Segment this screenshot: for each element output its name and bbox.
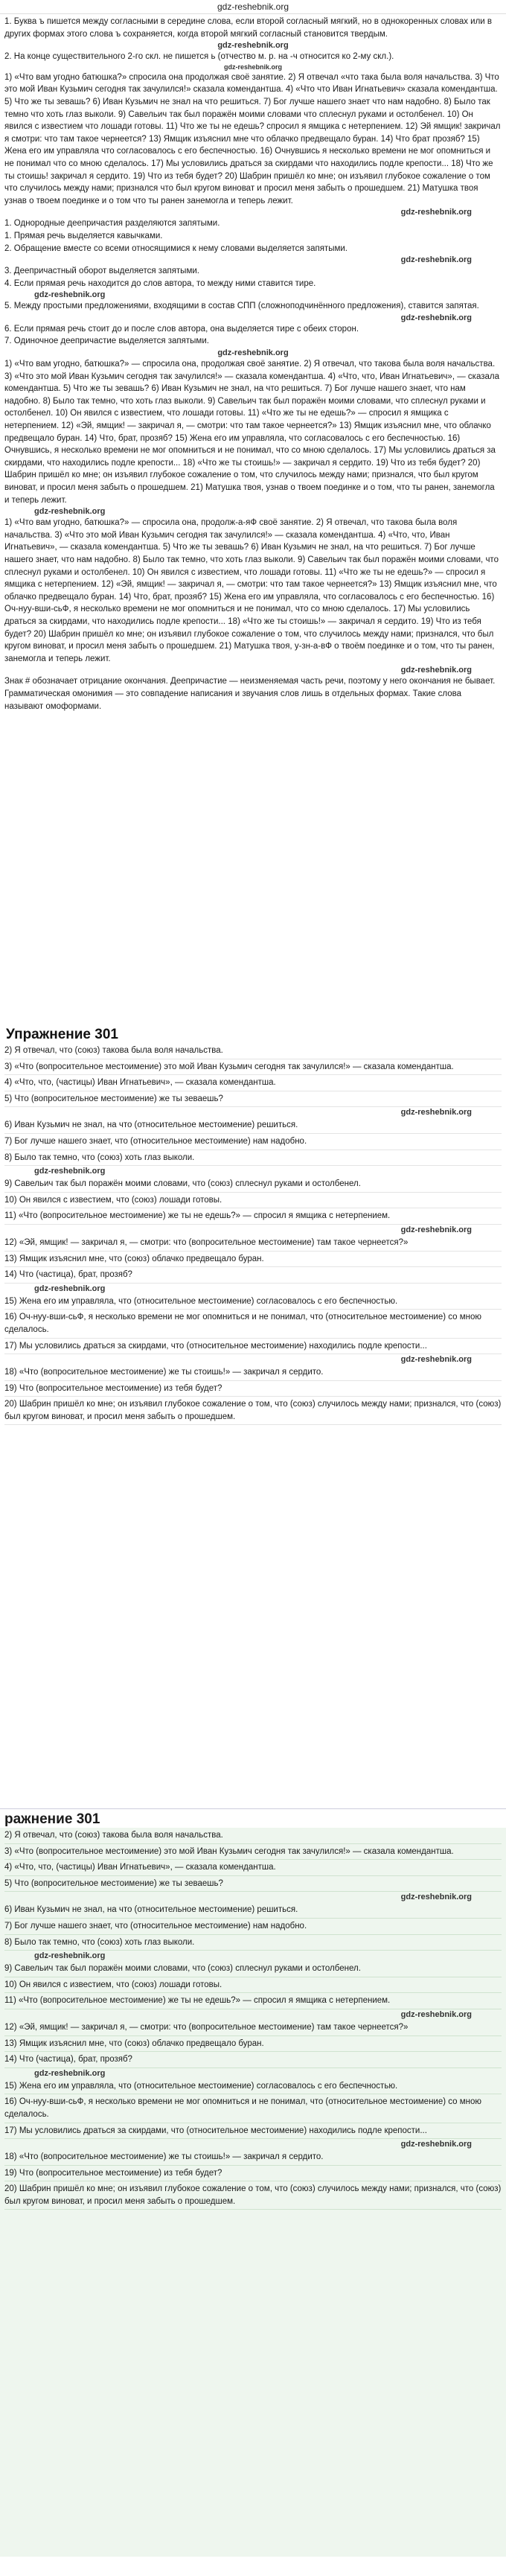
- paragraph: 2. На конце существительного 2-го скл. не пишется ь (отчество м. р. на -ч относится ко 2-му скл.).: [4, 52, 394, 62]
- list-item: 20) Шабрин пришёл ко мне; он изъявил глубокое сожаление о том, что (союз) случилось между нами; признался, что (союз) был кругом виноват, и просил меня забыть о прошедшем.: [4, 2181, 502, 2210]
- watermark: gdz-reshebnik.org: [217, 41, 289, 51]
- list-item: 12) «Эй, ямщик! — закричал я, — смотри: что (вопросительное местоимение) там такое чернеется?»: [4, 1235, 502, 1252]
- paragraph: 1) «Что вам угодно, батюшка?» — спросила она, продолж-а-яФ своё занятие. 2) Я отвечал, что такова была воля начальства. 3) «Что это мой Иван Кузьмич сегодня так зачулился!» — сказала комендантша. 4) «Что, что, Иван Игнатьевич», — сказала комендантша. 5) Что же ты зевашь? 6) Иван Кузьмич не знал, на что решиться. 7) Бог лучше нашего знает, что нам надобно. 8) Было так темно, что хоть глаз выколи. 9) Савельич так был поражён моими словами, что сплеснул руками и остолбенел. 10) Он явился с известием, что лошади готовы. 11) «Что же ты не едешь?» — спросил я ямщика с нетерпением. 12) «Эй, ямщик! — закричал я, — смотри: что там такое чернеется?» 13) Ямщик изъяснил мне, что облачко предвещало буран. 14) Что, брат, прозяб? 15) Жена его им управляла, что согласовалось с его беспечностью. 16) Оч-нуу-вши-сьФ, я несколько времени не мог опомниться и не понимал, что со мною сделалось. 17) Мы условились драться за скирдами, что находились подле крепости... 18) «Что же ты стоишь!» — закричал я сердито. 19) Что из тебя будет? 20) Шабрин пришёл ко мне; он изъявил глубокое сожаление о том, что случилось между нами; признался, что был кругом виноват, и просил меня забыть о прошедшем. 21) Матушка твоя, у-зн-а-вФ о твоём поединке и о том, что ты ранен, занемогла и теперь лежит.: [4, 518, 499, 663]
- paragraph: 1. Прямая речь выделяется кавычками.: [4, 231, 163, 240]
- list-item: 11) «Что (вопросительное местоимение) же ты не едешь?» — спросил я ямщика с нетерпением.: [4, 1993, 502, 2009]
- list-item: 6) Иван Кузьмич не знал, на что (относительное местоимение) решиться.: [4, 1902, 502, 1919]
- answer-block-punctuation: [4, 16, 502, 1025]
- watermark: gdz-reshebnik.org: [400, 1893, 472, 1902]
- list-item: 5) Что (вопросительное местоимение) же ты зеваешь?: [4, 1091, 502, 1108]
- list-item: 18) «Что (вопросительное местоимение) же ты стоишь!» — закричал я сердито.: [4, 2149, 502, 2166]
- list-item: 8) Было так темно, что (союз) хоть глаз выколи.: [4, 1935, 502, 1951]
- list-item: 7) Бог лучше нашего знает, что (относительное местоимение) нам надобно.: [4, 1919, 502, 1935]
- list-item: 3) «Что (вопросительное местоимение) это мой Иван Кузьмич сегодня так зачулился!» — сказала комендантша.: [4, 1059, 502, 1076]
- list-item: 4) «Что, что, (частицы) Иван Игнатьевич», — сказала комендантша.: [4, 1075, 502, 1091]
- paragraph: 4. Если прямая речь находится до слов автора, то между ними ставится тире.: [4, 278, 316, 288]
- list-item: 9) Савельич так был поражён моими словами, что (союз) сплеснул руками и остолбенел.: [4, 1961, 502, 1977]
- paragraph: 1) «Что вам угодно батюшка?» спросила она продолжая своё занятие. 2) Я отвечал «что така была воля начальства. 3) Что это мой Иван Кузьмич сегодня так зачулился!» сказала комендантша. 4) «Что что Иван Игнатьевич» сказала комендантша. 5) Что же ты зевашь? 6) Иван Кузьмич не знал на что решиться. 7) Бог лучше нашего знает что нам надобно. 8) Было так темно что хоть глаз выколи. 9) Савельич так был поражён моими словами что сплеснул руками и остолбенел. 10) Он явился с известием что лошади готовы. 11) Что же ты не едешь? спросил я ямщика с нетерпением. 12) Эй ямщик! закричал я смотри: что там такое чернеется? 13) Ямщик изъяснил мне что облачко предвещало буран. 14) Что брат прозяб? 15) Жена его им управляла что согласовалось с его беспечностью. 16) Очнувшись я несколько времени не мог опомниться и не понимал что со мною сделалось. 17) Мы условились драться за скирдами что находились подле крепости... 18) Что же ты стоишь! закричал я сердито. 19) Что из тебя будет? 20) Шабрин пришёл ко мне; он изъявил глубокое сожаление о том что случилось между нами; признался что был кругом виноват и просил меня забыть о прошедшем. 21) Матушка твоя узнав о твоем поединке и о том что ты ранен занемогла и теперь лежит.: [4, 72, 501, 205]
- list-item: 17) Мы условились драться за скирдами, что (относительное местоимение) находились подле крепости...: [4, 2123, 502, 2140]
- list-item: 8) Было так темно, что (союз) хоть глаз выколи.: [4, 1150, 502, 1167]
- watermark: gdz-reshebnik.org: [400, 208, 472, 217]
- paragraph: Грамматическая омонимия — это совпадение написания и звучания слов лишь в отдельных формах. Такие слова называют омоформами.: [4, 689, 461, 711]
- paragraph: 1. Буква ъ пишется между согласными в середине слова, если второй согласный мягкий, но в однокоренных словах или в других формах этого слова ъ сохраняется, когда второй мягкий согласный становится твердым.: [4, 17, 493, 39]
- watermark: gdz-reshebnik.org: [400, 2009, 472, 2019]
- watermark: gdz-reshebnik.org: [400, 1225, 472, 1234]
- list-item: 3) «Что (вопросительное местоимение) это мой Иван Кузьмич сегодня так зачулился!» — сказала комендантша.: [4, 1844, 502, 1861]
- paragraph: 1) «Что вам угодно, батюшка?» — спросила она, продолжая своё занятие. 2) Я отвечал, что такова была воля начальства. 3) «Что это мой Иван Кузьмич сегодня так зачулился!» — сказала комендантша. 4) «Что, что, Иван Игнатьевич», — сказала комендантша. 5) Что же ты зевашь? 6) Иван Кузьмич не знал, на что решиться. 7) Бог лучше нашего знает, что нам надобно. 8) Было так темно, что хоть глаз выколи. 9) Савельич так был поражён моими словами, что сплеснул руками и остолбенел. 10) Он явился с известием, что лошади готовы. 11) «Что же ты не едешь?» — спросил я ямщика с нетерпением. 12) «Эй, ямщик! — закричал я, — смотри: что там такое чернеется?» 13) Ямщик изъяснил мне, что облачко предвещало буран. 14) Что, брат, прозяб? 15) Жена его им управляла, что согласовалось с его беспечностью. 16) Очнувшись, я несколько времени не мог опомниться и не понимал, что со мною сделалось. 17) Мы условились драться за скирдами, что находились подле крепости... 18) «Что же ты стоишь!» — закричал я сердито. 19) Что из тебя будет? 20) Шабрин пришёл ко мне; он изъявил глубокое сожаление о том, что случилось между нами; признался, что был кругом виноват, и просил меня забыть о прошедшем. 21) Матушка твоя, узнав о твоем поединке и о том, что ты ранен, занемогла и теперь лежит.: [4, 360, 499, 505]
- list-item: 17) Мы условились драться за скирдами, что (относительное местоимение) находились подле крепости...: [4, 1339, 502, 1355]
- list-item: 2) Я отвечал, что (союз) такова была воля начальства.: [4, 1043, 502, 1059]
- watermark: gdz-reshebnik.org: [34, 2068, 106, 2078]
- highlighted-list: [0, 1828, 506, 2210]
- paragraph: Знак # обозначает отрицание окончания. Деепричастие — неизменяемая часть речи, поэтому у него окончания не бывает.: [4, 677, 496, 686]
- watermark: gdz-reshebnik.org: [34, 1951, 106, 1961]
- paragraph: 5. Между простыми предложениями, входящими в состав СПП (сложноподчинённого предложения), ставится запятая.: [4, 302, 479, 311]
- list-item: 13) Ямщик изъяснил мне, что (союз) облачко предвещало буран.: [4, 1252, 502, 1268]
- watermark: gdz-reshebnik.org: [34, 1167, 106, 1176]
- watermark: gdz-reshebnik.org: [400, 313, 472, 322]
- list-item: 20) Шабрин пришёл ко мне; он изъявил глубокое сожаление о том, что (союз) случилось между нами; признался, что (союз) был кругом виноват, и просил меня забыть о прошедшем.: [4, 1397, 502, 1425]
- list-item: 5) Что (вопросительное местоимение) же ты зеваешь?: [4, 1876, 502, 1893]
- list-item: 10) Он явился с известием, что (союз) лошади готовы.: [4, 1977, 502, 1994]
- watermark: gdz-reshebnik.org: [34, 507, 106, 517]
- list-item: 2) Я отвечал, что (союз) такова была воля начальства.: [4, 1828, 502, 1844]
- list-item: 19) Что (вопросительное местоимение) из тебя будет?: [4, 2166, 502, 2182]
- list-item: 4) «Что, что, (частицы) Иван Игнатьевич», — сказала комендантша.: [4, 1860, 502, 1876]
- list-item: 16) Оч-нуу-вши-сьФ, я несколько времени не мог опомниться и не понимал, что (относительное местоимение) со мною сделалось.: [4, 1310, 502, 1338]
- paragraph: 1. Однородные деепричастия разделяются запятыми.: [4, 219, 220, 229]
- site-header: [0, 0, 506, 14]
- watermark: gdz-reshebnik.org: [217, 348, 289, 358]
- answer-block-highlighted: [0, 1808, 506, 2557]
- list-item: 16) Оч-нуу-вши-сьФ, я несколько времени не мог опомниться и не понимал, что (относительное местоимение) со мною сделалось.: [4, 2094, 502, 2123]
- list-item: 18) «Что (вопросительное местоимение) же ты стоишь!» — закричал я сердито.: [4, 1365, 502, 1381]
- list-item: 7) Бог лучше нашего знает, что (относительное местоимение) нам надобно.: [4, 1134, 502, 1150]
- watermark: gdz-reshebnik.org: [400, 1355, 472, 1365]
- list-item: 13) Ямщик изъяснил мне, что (союз) облачко предвещало буран.: [4, 2036, 502, 2053]
- list-item: 19) Что (вопросительное местоимение) из тебя будет?: [4, 1381, 502, 1397]
- watermark: gdz-reshebnik.org: [400, 255, 472, 265]
- paragraph: 3. Деепричастный оборот выделяется запятыми.: [4, 267, 199, 276]
- watermark: gdz-reshebnik.org: [34, 290, 106, 300]
- list-item: 15) Жена его им управляла, что (относительное местоимение) согласовалось с его беспечностью.: [4, 2079, 502, 2095]
- paragraph: 6. Если прямая речь стоит до и после слов автора, она выделяется тире с обеих сторон.: [4, 324, 359, 334]
- watermark: gdz-reshebnik.org: [400, 666, 472, 675]
- watermark: gdz-reshebnik.org: [400, 1108, 472, 1118]
- list-item: 14) Что (частица), брат, прозяб?: [4, 2052, 502, 2068]
- paragraph: 7. Одиночное деепричастие выделяется запятыми.: [4, 337, 209, 346]
- list-item: 10) Он явился с известием, что (союз) лошади готовы.: [4, 1193, 502, 1209]
- list-item: 15) Жена его им управляла, что (относительное местоимение) согласовалось с его беспечностью.: [4, 1294, 502, 1310]
- watermark: gdz-reshebnik.org: [223, 63, 282, 71]
- exercise-title-cut: ражнение 301: [0, 1809, 506, 1828]
- paragraph: 2. Обращение вместе со всеми относящимися к нему словами выделяется запятыми.: [4, 243, 348, 253]
- site-name: gdz-reshebnik.org: [217, 1, 289, 12]
- watermark: gdz-reshebnik.org: [34, 1284, 106, 1293]
- document-content: [0, 14, 506, 1808]
- list-item: 6) Иван Кузьмич не знал, на что (относительное местоимение) решиться.: [4, 1118, 502, 1134]
- list-item: 14) Что (частица), брат, прозяб?: [4, 1267, 502, 1284]
- list-item: 9) Савельич так был поражён моими словами, что (союз) сплеснул руками и остолбенел.: [4, 1176, 502, 1193]
- watermark: gdz-reshebnik.org: [400, 2140, 472, 2149]
- answer-block-parts-of-speech: [4, 1043, 502, 1808]
- exercise-title: Упражнение 301: [6, 1027, 118, 1042]
- list-item: 11) «Что (вопросительное местоимение) же ты не едешь?» — спросил я ямщика с нетерпением.: [4, 1208, 502, 1225]
- list-item: 12) «Эй, ямщик! — закричал я, — смотри: что (вопросительное местоимение) там такое чернеется?»: [4, 2020, 502, 2036]
